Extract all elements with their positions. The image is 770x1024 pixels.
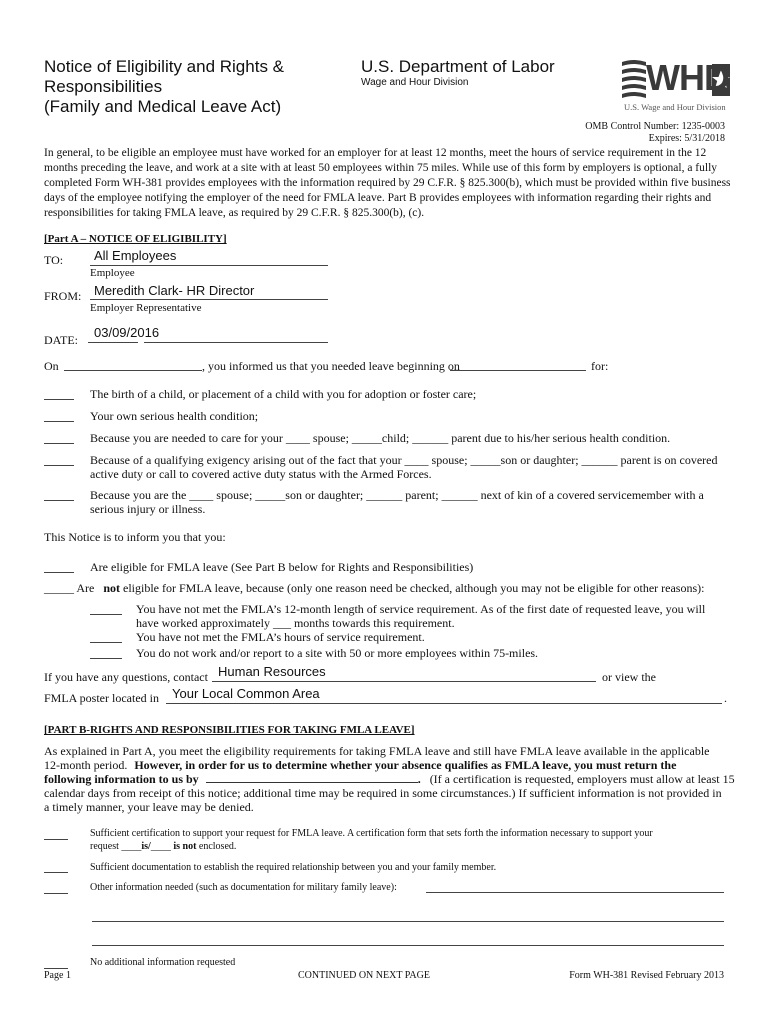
eligible-text: Are eligible for FMLA leave (See Part B below for Rights and Responsibilities) — [90, 560, 474, 574]
checkbox-line[interactable] — [44, 443, 74, 444]
date-field[interactable]: 03/09/2016 — [94, 325, 160, 340]
whd-logo — [620, 56, 732, 114]
part-b-line-3c: (If a certification is requested, employers must allow at least 15 — [429, 772, 735, 786]
part-b-line-3b: . — [417, 772, 421, 786]
part-b-line-5: a timely manner, your leave may be denied. — [44, 800, 254, 814]
item-blank: ____ — [150, 841, 171, 852]
not-eligible-text — [44, 581, 704, 596]
not-eligible-bold: not — [103, 581, 120, 595]
return-by-line[interactable] — [206, 772, 418, 783]
poster-field[interactable]: Your Local Common Area — [172, 686, 320, 701]
to-line — [90, 265, 328, 266]
checkbox-line[interactable] — [44, 968, 68, 969]
sub-reason-hours: You have not met the FMLA’s hours of service requirement. — [136, 630, 425, 644]
part-b-line-2b: However, in order for us to determine whether your absence qualifies as FMLA leave, you must return the — [134, 758, 677, 772]
form-title-line: Notice of Eligibility and Rights & — [44, 57, 285, 76]
part-a-heading: [Part A – NOTICE OF ELIGIBILITY] — [44, 233, 227, 245]
item-documentation: Sufficient documentation to establish the required relationship between you and your family member. — [90, 862, 497, 873]
continued-note: CONTINUED ON NEXT PAGE — [298, 970, 430, 981]
part-b-line-2a: 12-month period. — [44, 758, 128, 772]
logo-text: WHD — [646, 57, 729, 98]
from-line — [90, 299, 328, 300]
form-title — [44, 57, 284, 117]
date-line-2 — [144, 342, 328, 343]
item-is-not: is not — [173, 841, 197, 852]
omb-number: OMB Control Number: 1235-0003 — [585, 121, 725, 132]
on-for: for: — [591, 359, 609, 373]
part-b-line-4: calendar days from receipt of this notice; additional time may be required in some circumstances.) If sufficient information is not provided in — [44, 786, 722, 800]
not-eligible-prefix: _____ Are — [44, 581, 95, 595]
checkbox-line[interactable] — [44, 421, 74, 422]
other-info-line-2[interactable] — [92, 921, 724, 922]
expiration-date: Expires: 5/31/2018 — [648, 133, 725, 144]
omb-info — [585, 121, 725, 145]
item-other: Other information needed (such as documentation for military family leave): — [90, 882, 397, 893]
contact-line — [212, 681, 596, 682]
form-title-line: Responsibilities — [44, 77, 163, 96]
item-none: No additional information requested — [90, 957, 236, 968]
other-info-line[interactable] — [426, 892, 724, 893]
reason-birth: The birth of a child, or placement of a child with you for adoption or foster care; — [90, 387, 477, 401]
checkbox-line[interactable] — [90, 614, 122, 615]
from-caption: Employer Representative — [90, 302, 202, 314]
checkbox-line[interactable] — [44, 500, 74, 501]
checkbox-line[interactable] — [90, 642, 122, 643]
intro-paragraph: In general, to be eligible an employee must have worked for an employer for at least 12 months, meet the hours of service requirement in the 12 months preceding the leave, and work at a site with at least 50 employees within 75 miles. While use of this form by employers is optional, a fully completed Form WH-381 provides employees with the information required by 29 C.F.R. § 825.300(b), which must be provided within five business days of the employee notifying the employer of the need for FMLA leave. Part B provides employees with information regarding their rights and responsibilities for taking FMLA leave, as required by 29 C.F.R. § 825.300(b), (c). — [44, 147, 731, 219]
sub-reason-length-cont: have worked approximately ___ months towards this requirement. — [136, 616, 455, 630]
sub-reason-site: You do not work and/or report to a site with 50 or more employees within 75-miles. — [136, 646, 539, 660]
questions-label: If you have any questions, contact — [44, 670, 208, 684]
part-b-line-2 — [44, 758, 676, 773]
checkbox-line[interactable] — [44, 572, 74, 573]
sub-reason-length: You have not met the FMLA’s 12-month length of service requirement. As of the first date of requested leave, you will — [136, 602, 706, 616]
other-info-line-3[interactable] — [92, 945, 724, 946]
part-b-line-1: As explained in Part A, you meet the eligibility requirements for taking FMLA leave and still have FMLA leave available in the applicable — [44, 744, 710, 758]
to-label: TO: — [44, 253, 64, 267]
agency-name: U.S. Department of Labor — [361, 57, 555, 76]
reason-exigency-cont: active duty or call to covered active duty status with the Armed Forces. — [90, 467, 432, 481]
item-certification-cont — [90, 841, 236, 852]
checkbox-line[interactable] — [44, 872, 68, 873]
division-name: Wage and Hour Division — [361, 77, 469, 88]
item-request: request ____ — [90, 841, 142, 852]
on-text: , you informed us that you needed leave beginning on — [202, 359, 460, 373]
form-revision: Form WH-381 Revised February 2013 — [569, 970, 724, 981]
item-enclosed: enclosed. — [198, 841, 237, 852]
date-line-1 — [88, 342, 138, 343]
questions-after: or view the — [602, 670, 656, 684]
notice-inform: This Notice is to inform you that you: — [44, 530, 226, 544]
part-b-heading: [PART B-RIGHTS AND RESPONSIBILITIES FOR TAKING FMLA LEAVE] — [44, 724, 415, 736]
checkbox-line[interactable] — [44, 839, 68, 840]
from-field[interactable]: Meredith Clark- HR Director — [94, 283, 255, 298]
date-label: DATE: — [44, 333, 78, 347]
checkbox-line[interactable] — [90, 658, 122, 659]
to-field[interactable]: All Employees — [94, 248, 177, 263]
reason-own-health: Your own serious health condition; — [90, 409, 259, 423]
reason-servicemember-cont: serious injury or illness. — [90, 502, 206, 516]
logo-caption: U.S. Wage and Hour Division — [624, 102, 726, 112]
checkbox-line[interactable] — [44, 399, 74, 400]
item-certification: Sufficient certification to support your request for FMLA leave. A certification form that sets forth the information necessary to support your — [90, 828, 653, 839]
from-label: FROM: — [44, 289, 82, 303]
not-eligible-rest: eligible for FMLA leave, because (only one reason need be checked, although you may not be eligible for other reasons): — [123, 581, 705, 595]
informed-date-line[interactable] — [64, 370, 202, 371]
poster-end: . — [724, 691, 727, 705]
leave-start-line[interactable] — [450, 370, 586, 371]
on-label: On — [44, 359, 59, 373]
form-title-line: (Family and Medical Leave Act) — [44, 97, 282, 116]
reason-care: Because you are needed to care for your ____ spouse; _____child; ______ parent due to his/her serious health condition. — [90, 431, 671, 445]
page-number: Page 1 — [44, 970, 71, 981]
to-caption: Employee — [90, 267, 135, 279]
poster-line — [166, 703, 722, 704]
poster-label: FMLA poster located in — [44, 691, 159, 705]
checkbox-line[interactable] — [44, 465, 74, 466]
item-is: is/ — [141, 841, 151, 852]
contact-field[interactable]: Human Resources — [218, 664, 326, 679]
part-b-line-3a: following information to us by — [44, 772, 199, 786]
part-b-line-3 — [44, 772, 735, 787]
checkbox-line[interactable] — [44, 893, 68, 894]
reason-exigency: Because of a qualifying exigency arising out of the fact that your ____ spouse; _____son or daughter; ______ parent is on covered — [90, 453, 718, 467]
reason-servicemember: Because you are the ____ spouse; _____son or daughter; ______ parent; ______ next of kin of a covered servicemember with a — [90, 488, 704, 502]
